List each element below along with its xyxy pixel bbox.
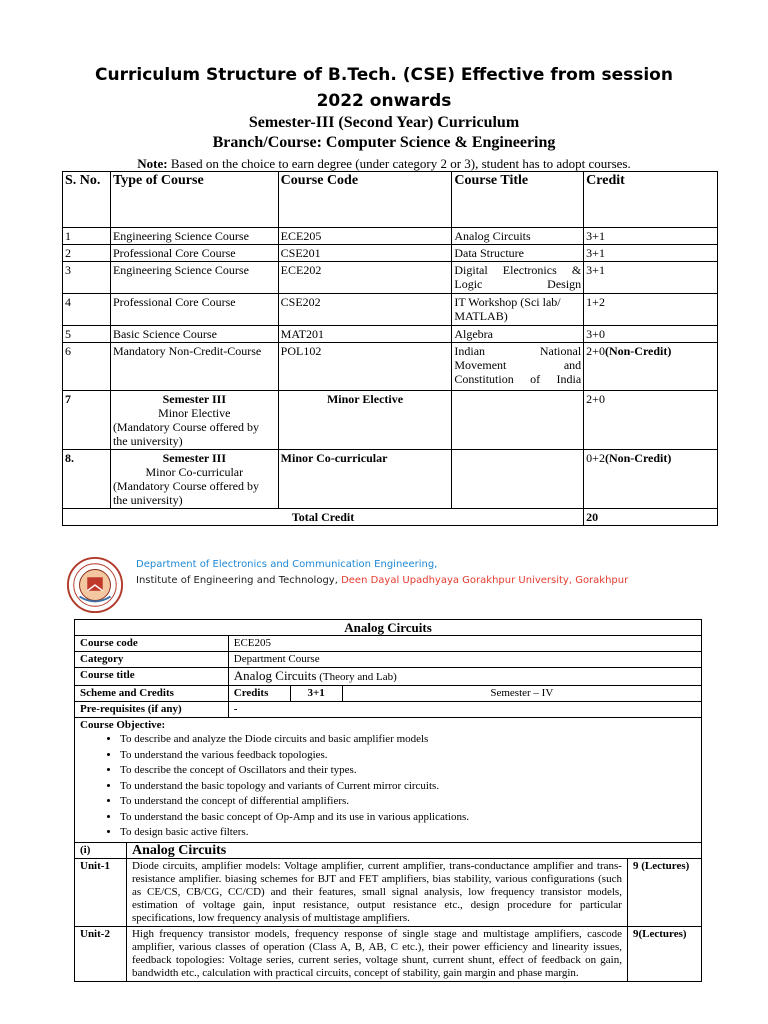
unit-label: Unit-1 (75, 858, 127, 926)
table-row (63, 262, 718, 294)
col-header: Credit (584, 172, 718, 228)
section-number: (i) (75, 842, 127, 858)
unit-row (75, 858, 702, 926)
credit-value: 3+1 (586, 229, 605, 243)
credit-cell (584, 326, 718, 343)
minor-row (63, 450, 718, 509)
minor-note: (Mandatory Course offered by the university) (112, 479, 260, 507)
credits-value: 3+1 (290, 686, 342, 702)
doc-title-line2: 2022 onwards (316, 91, 452, 111)
col-header: S. No. (63, 172, 111, 228)
title-cell: Digital Electronics & Logic Design (452, 262, 584, 294)
credit-value: 2+0 (586, 344, 605, 358)
col-header: Course Code (278, 172, 452, 228)
code-cell: Minor Elective (278, 391, 452, 450)
category-label: Category (75, 652, 229, 668)
sno-cell: 7 (63, 391, 111, 450)
table-row (63, 245, 718, 262)
credit-value: 1+2 (586, 295, 605, 309)
course-code-value: ECE205 (228, 636, 701, 652)
sno-cell: 1 (63, 228, 111, 245)
type-cell: Professional Core Course (110, 245, 278, 262)
total-label: Total Credit (63, 509, 584, 526)
credit-note: (Non-Credit) (604, 344, 672, 358)
type-cell: Engineering Science Course (110, 228, 278, 245)
branch-heading: Branch/Course: Computer Science & Engineering (212, 134, 556, 151)
sno-cell: 5 (63, 326, 111, 343)
credit-value: 3+0 (586, 327, 605, 341)
total-row (63, 509, 718, 526)
university-logo-icon (66, 556, 124, 614)
department-name: Department of Electronics and Communication Engineering, (136, 559, 438, 570)
code-cell: CSE202 (278, 294, 452, 326)
course-code-label: Course code (75, 636, 229, 652)
sno-cell: 2 (63, 245, 111, 262)
table-row (63, 343, 718, 391)
course-title-text: Analog Circuits (233, 668, 317, 683)
title-cell: Indian National Movement and Constitution of India (452, 343, 584, 391)
credit-value: 0+2 (586, 451, 605, 465)
code-cell: ECE205 (278, 228, 452, 245)
sno-cell: 6 (63, 343, 111, 391)
type-cell: Mandatory Non-Credit-Course (110, 343, 278, 391)
credit-cell (584, 245, 718, 262)
table-row (63, 228, 718, 245)
col-header: Course Title (452, 172, 584, 228)
course-title-value (228, 668, 701, 686)
code-cell: POL102 (278, 343, 452, 391)
syllabus-table (74, 619, 702, 982)
credit-note: (Non-Credit) (604, 451, 672, 465)
minor-name: Minor Elective (158, 406, 231, 420)
note (0, 156, 768, 172)
course-title-label: Course title (75, 668, 229, 686)
semester-value: Semester – IV (342, 686, 701, 702)
total-value: 20 (584, 509, 718, 526)
table-header-row (63, 172, 718, 228)
objective-item: • To understand the concept of differential amplifiers. (120, 794, 696, 810)
code-cell: CSE201 (278, 245, 452, 262)
semester-heading: Semester-III (Second Year) Curriculum (248, 114, 520, 131)
prereq-label: Pre-requisites (if any) (75, 702, 229, 718)
category-value: Department Course (228, 652, 701, 668)
credit-cell (584, 294, 718, 326)
credit-value: 2+0 (586, 392, 605, 406)
title-cell: IT Workshop (Sci lab/ MATLAB) (452, 294, 584, 326)
credits-label: Credits (228, 686, 290, 702)
section-title: Analog Circuits (126, 842, 701, 858)
title-cell: Algebra (452, 326, 584, 343)
credit-cell (584, 450, 718, 509)
unit-content: Diode circuits, amplifier models: Voltage amplifier, current amplifier, trans-conductance amplifier and trans-resistance amplifier. biasing schemes for BJT and FET amplifiers, bias stability, various configurations (such as CE/CS, CB/CG, CC/CD) and their features, small signal analysis, low frequency transistor models, estimation of voltage gain, input resistance, output resistance etc., design procedure for particular specifications, low frequency analysis of multistage amplifiers. (126, 858, 627, 926)
sno-cell: 4 (63, 294, 111, 326)
unit-row (75, 926, 702, 981)
table-row (63, 294, 718, 326)
note-label: Note: (137, 156, 168, 171)
minor-row (63, 391, 718, 450)
title-cell (452, 391, 584, 450)
note-text: Based on the choice to earn degree (under category 2 or 3), student has to adopt courses. (170, 156, 631, 171)
unit-label: Unit-2 (75, 926, 127, 981)
scheme-label: Scheme and Credits (75, 686, 229, 702)
sno-cell: 8. (63, 450, 111, 509)
objective-item: • To describe and analyze the Diode circuits and basic amplifier models (120, 732, 696, 748)
credit-cell (584, 343, 718, 391)
institute-prefix: Institute of Engineering and Technology, (136, 575, 342, 586)
minor-semester: Semester III (162, 392, 227, 406)
objective-item: • To understand the various feedback topologies. (120, 748, 696, 764)
code-cell: Minor Co-curricular (278, 450, 452, 509)
prereq-value: - (228, 702, 701, 718)
credit-cell (584, 228, 718, 245)
type-cell: Basic Science Course (110, 326, 278, 343)
table-row (63, 326, 718, 343)
objective-item: • To describe the concept of Oscillators and their types. (120, 763, 696, 779)
objective-cell (75, 718, 702, 843)
credit-value: 3+1 (586, 246, 605, 260)
minor-name: Minor Co-curricular (145, 465, 244, 479)
minor-semester: Semester III (162, 451, 227, 465)
credit-cell (584, 391, 718, 450)
type-cell (110, 391, 278, 450)
curriculum-table (62, 171, 718, 526)
course-title-suffix: (Theory and Lab) (319, 671, 397, 683)
type-cell: Professional Core Course (110, 294, 278, 326)
title-cell: Analog Circuits (452, 228, 584, 245)
objective-item: • To understand the basic topology and variants of Current mirror circuits. (120, 779, 696, 795)
minor-note: (Mandatory Course offered by the university) (112, 420, 260, 448)
sno-cell: 3 (63, 262, 111, 294)
unit-lectures: 9(Lectures) (627, 926, 701, 981)
objective-label: Course Objective: (80, 719, 166, 731)
unit-content: High frequency transistor models, frequency response of single stage and multistage amplifiers, cascode amplifier, various classes of operation (Class A, B, AB, C etc.), their power efficiency and linearity issues, feedback topologies: Voltage series, current series, voltage shunt, current shunt, effect of feedback on gain, bandwidth etc., calculation with practical circuits, concept of stability, gain margin and phase margin. (126, 926, 627, 981)
title-cell: Data Structure (452, 245, 584, 262)
university-name: Deen Dayal Upadhyaya Gorakhpur University, Gorakhpur (341, 575, 629, 586)
objective-item: • To understand the basic concept of Op-Amp and its use in various applications. (120, 810, 696, 826)
type-cell: Engineering Science Course (110, 262, 278, 294)
objective-list (80, 732, 696, 841)
code-cell: MAT201 (278, 326, 452, 343)
type-cell (110, 450, 278, 509)
objective-item: • To design basic active filters. (120, 825, 696, 841)
credit-value: 3+1 (586, 263, 605, 277)
doc-title-line1: Curriculum Structure of B.Tech. (CSE) Effective from session (95, 65, 673, 85)
syllabus-heading: Analog Circuits (75, 620, 702, 636)
credit-cell (584, 262, 718, 294)
code-cell: ECE202 (278, 262, 452, 294)
title-cell (452, 450, 584, 509)
col-header: Type of Course (110, 172, 278, 228)
unit-lectures: 9 (Lectures) (627, 858, 701, 926)
institute-name (136, 575, 628, 586)
